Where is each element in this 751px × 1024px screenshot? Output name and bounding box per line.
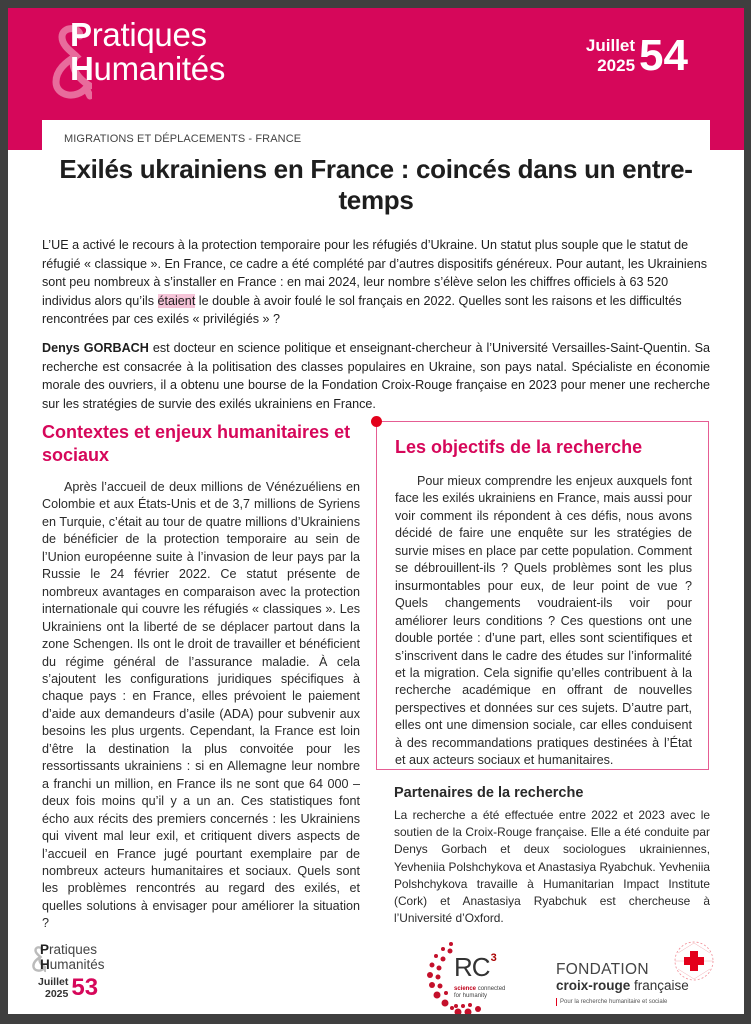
logo-line-2 <box>70 52 225 86</box>
objectives-box <box>376 421 709 770</box>
fondation-line-2-rest: française <box>630 978 689 993</box>
footer-issue-date <box>38 976 68 1000</box>
author-bio-text: est docteur en science politique et enseignant-chercheur à l’Université Versailles-Saint-Quentin. Sa recherche est consacrée à la politisation des classes populaires en Ukraine, son pays natal. Spécialiste en économie morale des ouvriers, il a obtenu une bourse de la Fondation Croix-Rouge française en 2023 pour mener une recherche sur les stratégies de survie des exilés ukrainiens en France. <box>42 341 711 411</box>
issue-date <box>586 36 635 76</box>
fondation-tagline: Pour la recherche humanitaire et sociale <box>556 998 706 1006</box>
section-partners <box>394 785 710 927</box>
fondation-line-1: FONDATION <box>556 961 649 978</box>
logo-word-2: umanités <box>93 50 226 87</box>
footer-brand-logo <box>32 942 142 976</box>
issue-number: 54 <box>639 31 688 80</box>
rc3-tag-rest: connected <box>476 986 506 992</box>
footer-issue-info <box>38 976 98 1000</box>
lead-highlight: étaient <box>157 293 196 308</box>
red-cross-globe-icon <box>672 939 716 983</box>
box-corner-dot <box>371 416 382 427</box>
section-context <box>42 421 360 933</box>
logo-initial-p: P <box>70 16 92 53</box>
footer-logo-line-1 <box>40 942 105 957</box>
section-context-heading: Contextes et enjeux humanitaires et sociaux <box>42 422 351 465</box>
author-bio <box>42 339 710 413</box>
section-partners-heading: Partenaires de la recherche <box>394 785 584 801</box>
issue-info <box>585 31 688 80</box>
footer-logo-word-2: umanités <box>49 957 105 972</box>
rc3-name: RC <box>454 952 490 982</box>
article-title: Exilés ukrainiens en France : coincés dans un entre-temps <box>59 154 693 215</box>
section-objectives-body: Pour mieux comprendre les enjeux auxquels font face les exilés ukrainiens en France, mais aussi pour voir comment ils répondent à ces défis, nous avons décidé de faire une enquête sur les stratégies de survie mises en place par cette population. Comment se débrouillent-ils ? Quels problèmes sont les plus insurmontables pour eux, de leur point de vue ? Quels changements voudraient-ils voir pour améliorer leurs conditions ? Ces questions ont une double portée : d’une part, elles sont scientifiques et s’inscrivent dans le cadre des études sur l’informalité et la migration. Cela signifie qu’elles contribuent à la recherche académique en offrant de nouvelles perspectives et données sur ces sujets. D’autre part, elles ont une dimension sociale, car elles conduisent à des recommandations pratiques destinées à l’État et aux acteurs sociaux et humanitaires. <box>395 474 692 768</box>
footer-issue-month: Juillet <box>38 976 69 988</box>
rc3-wordmark <box>454 952 497 982</box>
footer-logo-initial-p: P <box>40 942 50 957</box>
rc3-superscript: 3 <box>490 952 497 964</box>
issue-year: 2025 <box>597 56 636 75</box>
footer-issue-number: 53 <box>71 974 99 1001</box>
section-objectives-heading: Les objectifs de la recherche <box>395 437 643 457</box>
footer-logo-words <box>40 942 105 972</box>
rc3-logo <box>424 938 548 1014</box>
logo-initial-h: H <box>70 50 94 87</box>
logo-line-1 <box>70 18 225 52</box>
header-band-right <box>710 120 744 150</box>
header-band-left <box>8 120 42 150</box>
section-partners-body: La recherche a été effectuée entre 2022 et 2023 avec le soutien de la Croix-Rouge française. Elle a été conduite par Denys Gorbach et deux sociologues ukrainiennes, Yevheniia Polshchykova et Anastasiya Ryabchuk. Yevheniia Polshchykova travaille à Humanitarian Impact Institute (Cork) et Anastasiya Ryabchuk est chercheuse à l’Université d’Oxford. <box>394 808 710 926</box>
logo-word-1: ratiques <box>91 16 207 53</box>
lead-text-2: le double à avoir foulé le sol français en 2022. Quelles sont les raisons et les difficultés rencontrées par ces exilés « privilégiés » ? <box>42 293 682 326</box>
article-kicker: MIGRATIONS ET DÉPLACEMENTS - FRANCE <box>64 133 302 145</box>
fondation-line-2-bold: croix-rouge <box>556 978 631 993</box>
pratiques-humanites-logo <box>52 18 292 112</box>
footer-logo-line-2 <box>40 957 105 972</box>
section-context-body: Après l’accueil de deux millions de Vénézuéliens en Colombie et aux États-Unis et de 3,7 millions de Syriens en Turquie, c’était au tour de quatre millions d’Ukrainiens de bénéficier de la protection temporaire au sein de l’Union européenne suite à l’invasion de leur pays par la Russie le 24 février 2022. Ce statut présente de nombreux avantages en comparaison avec la protection internationale qui couvre les réfugiés « classiques ». Les Ukrainiens ont la liberté de se déplacer partout dans la zone Schengen. Ils ont le droit de travailler et bénéficient du régime général de l’assurance maladie. À cela s’ajoutent les configurations juridiques spécifiques à chaque pays : en France, elles prévoient le paiement d’aide aux demandeurs d’asile (ADA) pour subvenir aux besoins les plus urgents. Cependant, la France est loin d’être la destination la plus convoitée pour les ressortissants ukrainiens : si en Allemagne leur nombre a franchi un million, en France ils ne sont que 64 000 – deux fois moins qu’il y a un an. Ces statistiques font écho aux récits des premiers concernés : les Ukrainiens qui vivent mal leur exil, et critiquent divers aspects de l’accueil en France jugé pourtant exemplaire par de nombreux acteurs humanitaires et sociaux. Quels sont les problèmes rencontrés au regard des exilés, et quelles solutions à envisager pour améliorer la situation ? <box>42 480 360 931</box>
rc3-tag-bold: science <box>454 986 477 992</box>
document-page <box>8 8 744 1014</box>
lead-text-1: L’UE a activé le recours à la protection temporaire pour les réfugiés d’Ukraine. Un statut plus souple que le statut de réfugié « classique ». En France, ce cadre a été complété par d’autres dispositifs généreux. Pour autant, les Ukrainiens sont peu nombreux à s’installer en France : en mai 2024, leur nombre s’élève selon les chiffres officiels à 63 520 individus alors qu’ils <box>42 238 708 308</box>
footer-logo-word-1: ratiques <box>49 942 98 957</box>
author-name: Denys GORBACH <box>42 341 149 355</box>
rc3-dots-icon <box>424 938 454 1014</box>
red-cross-icon <box>672 939 716 983</box>
footer-issue-year: 2025 <box>44 988 69 1000</box>
rc3-tag-line2: for humanity <box>454 993 488 999</box>
logo-words <box>70 18 225 86</box>
issue-month: Juillet <box>585 36 636 55</box>
rc3-lower-dots-icon <box>454 1000 494 1014</box>
article-lead <box>42 236 710 329</box>
rc3-tagline <box>454 986 505 1000</box>
footer-logo-initial-h: H <box>40 957 50 972</box>
